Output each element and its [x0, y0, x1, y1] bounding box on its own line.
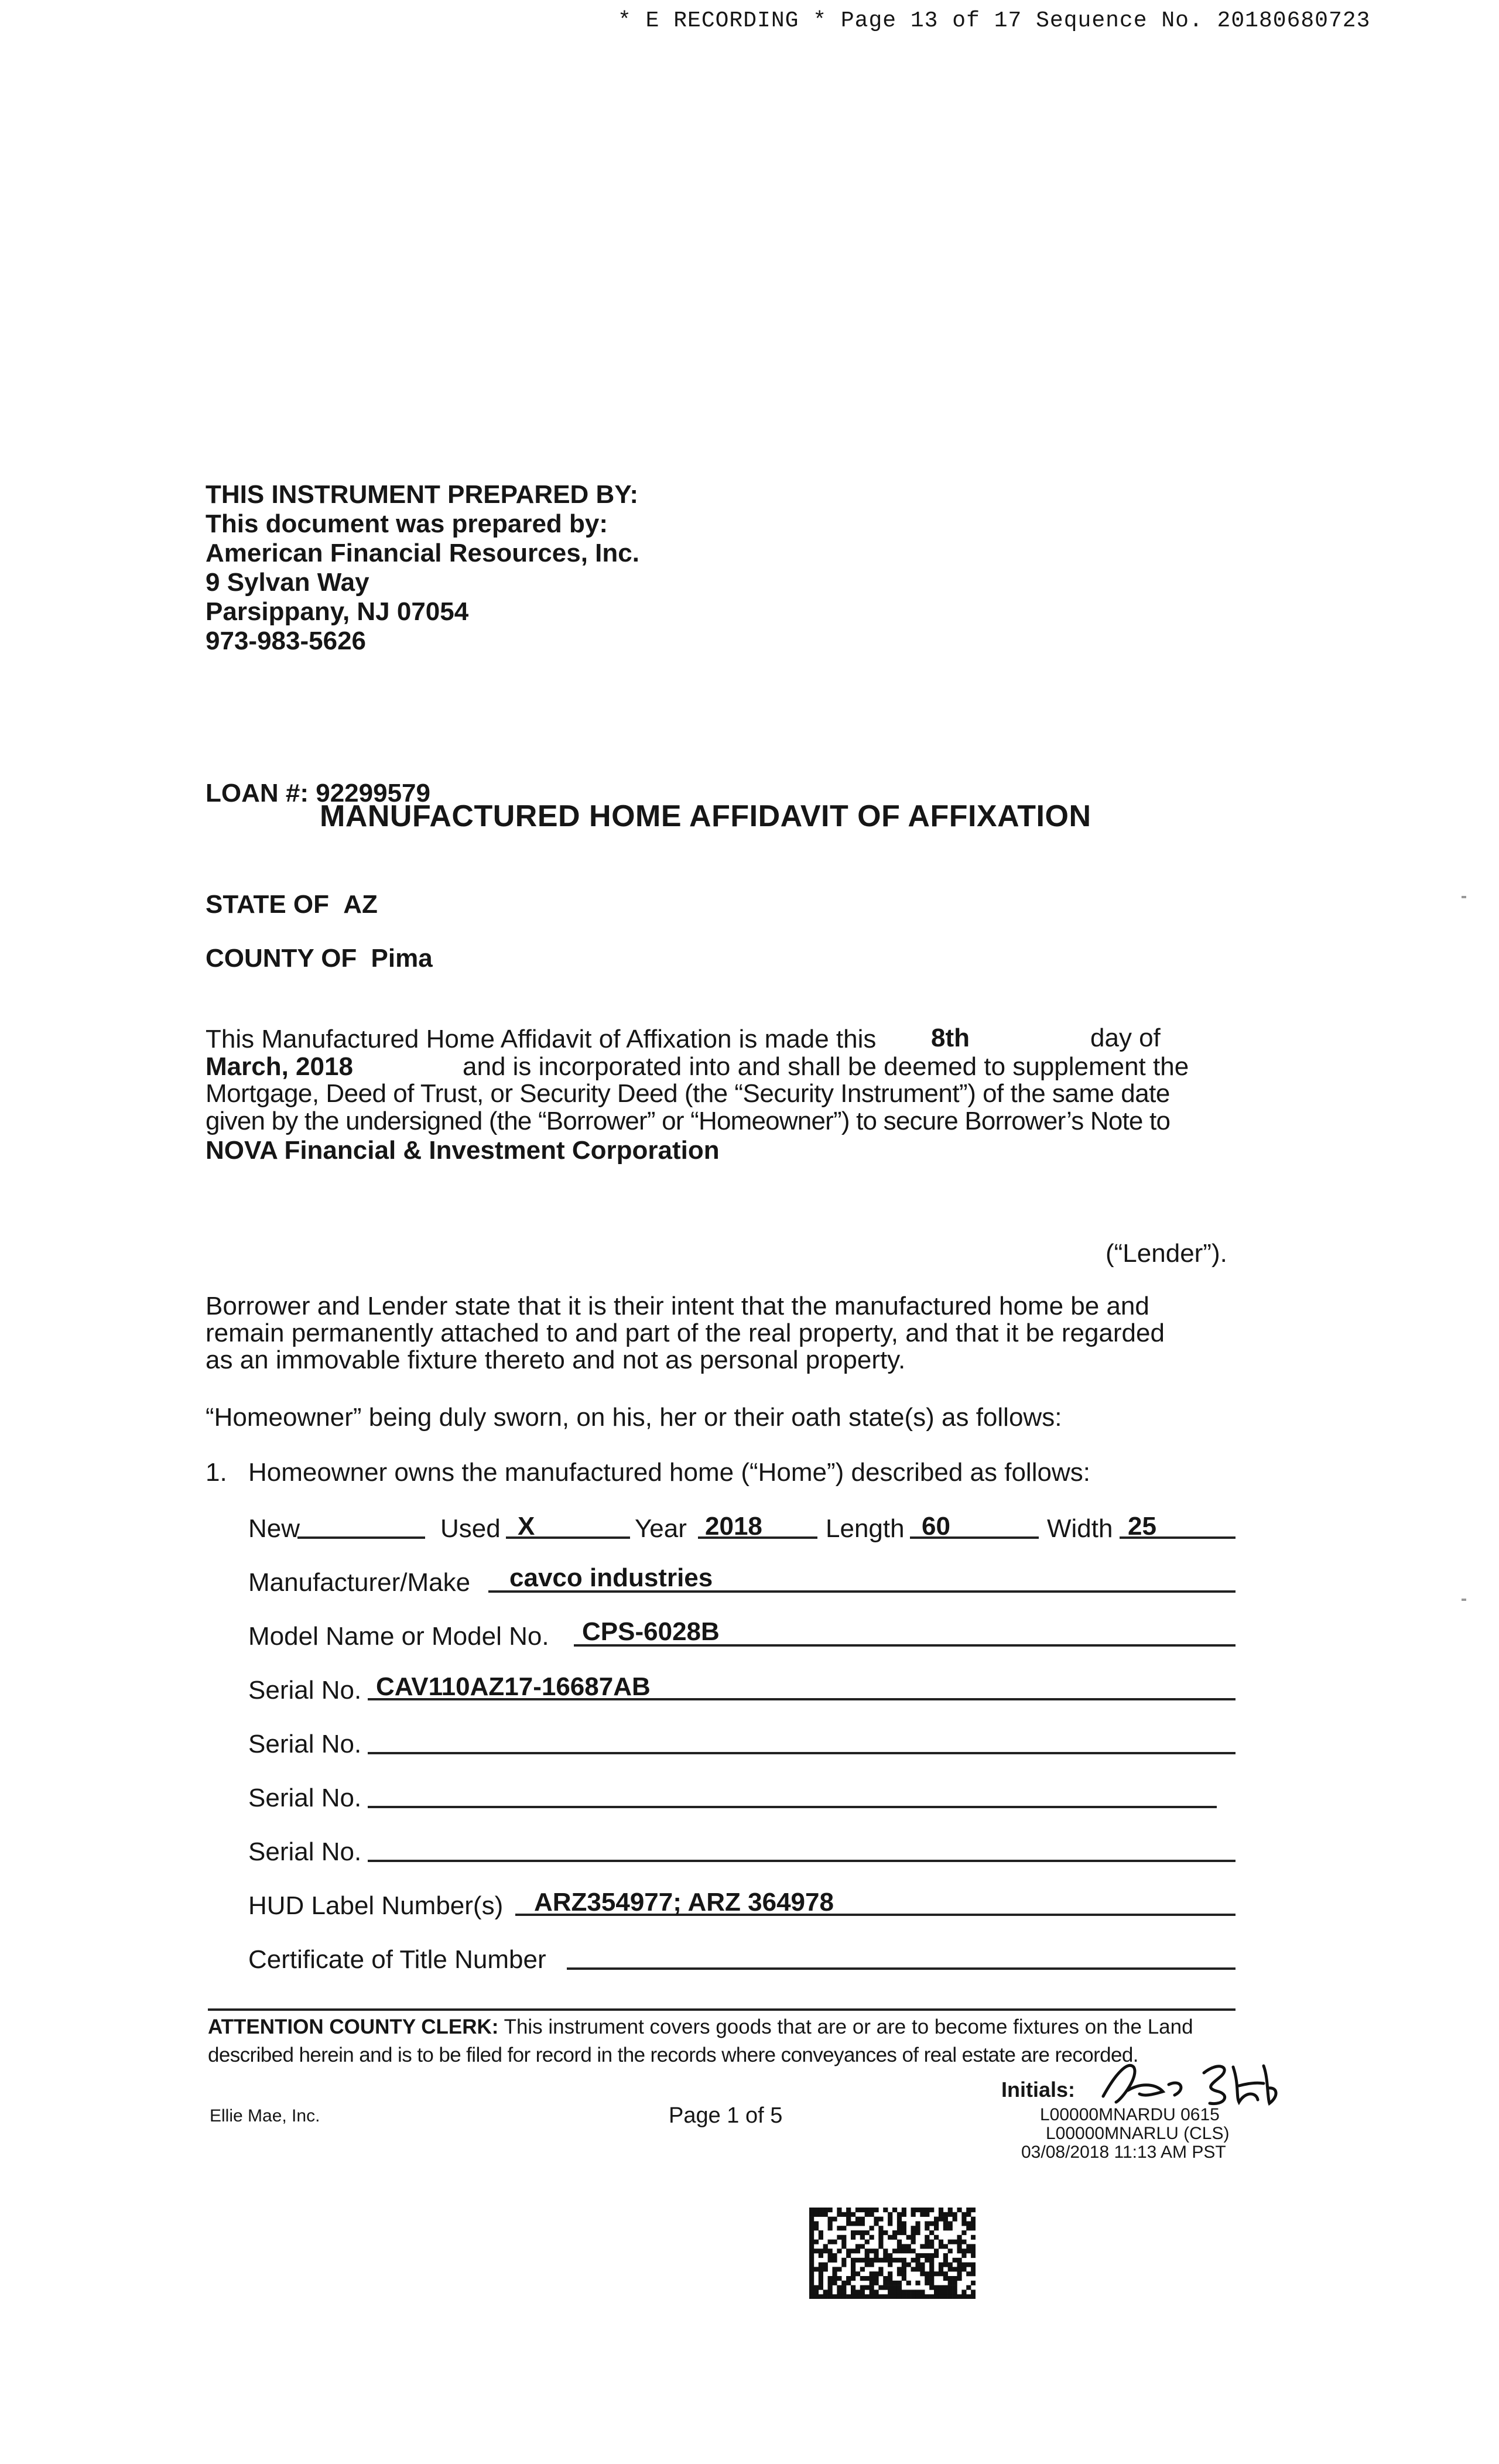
scan-mark-2	[1462, 1599, 1466, 1601]
length-value: 60	[922, 1512, 950, 1541]
footer-datetime: 03/08/2018 11:13 AM PST	[1021, 2143, 1226, 2162]
hud-value: ARZ354977; ARZ 364978	[534, 1888, 834, 1917]
preparer-heading: THIS INSTRUMENT PREPARED BY:	[206, 480, 639, 509]
serial-value-1: CAV110AZ17-16687AB	[376, 1672, 651, 1701]
state-line	[206, 890, 378, 919]
recording-header: * E RECORDING * Page 13 of 17 Sequence No. 20180680723	[618, 8, 1371, 33]
used-value: X	[518, 1512, 535, 1541]
preparer-city: Parsippany, NJ 07054	[206, 597, 469, 626]
scan-mark-1	[1462, 896, 1466, 898]
preparer-street: 9 Sylvan Way	[206, 568, 369, 597]
year-label: Year	[635, 1514, 687, 1543]
document-title: MANUFACTURED HOME AFFIDAVIT OF AFFIXATION	[320, 799, 1091, 833]
year-value: 2018	[705, 1512, 762, 1541]
serial-field-2	[368, 1752, 1236, 1754]
intro-text3: and is incorporated into and shall be deemed to supplement the	[463, 1052, 1189, 1081]
new-field	[297, 1536, 425, 1539]
attention-label: ATTENTION COUNTY CLERK:	[208, 2015, 499, 2038]
preparer-company: American Financial Resources, Inc.	[206, 539, 639, 567]
preparer-phone: 973-983-5626	[206, 627, 367, 655]
footer-page: Page 1 of 5	[669, 2103, 783, 2128]
intro-text2: day of	[1090, 1024, 1161, 1052]
county-label: COUNTY OF	[206, 944, 357, 973]
intro-line4: given by the undersigned (the “Borrower” or “Homeowner”) to secure Borrower’s Note to	[206, 1107, 1171, 1135]
attention-rule	[208, 2008, 1236, 2011]
county-value: Pima	[371, 944, 433, 973]
loan-label: LOAN #:	[206, 779, 309, 807]
intent-line3: as an immovable fixture thereto and not as personal property.	[206, 1346, 906, 1374]
loan-value: 92299579	[316, 779, 430, 807]
lender-name: NOVA Financial & Investment Corporation	[206, 1136, 720, 1165]
state-value: AZ	[343, 890, 378, 919]
sworn-statement: “Homeowner” being duly sworn, on his, her or their oath state(s) as follows:	[206, 1403, 1062, 1432]
barcode-icon	[809, 2208, 976, 2299]
county-line	[206, 944, 433, 973]
width-value: 25	[1128, 1512, 1156, 1541]
intro-text1: This Manufactured Home Affidavit of Affixation is made this	[206, 1025, 877, 1053]
preparer-line1: This document was prepared by:	[206, 509, 608, 538]
used-label: Used	[440, 1514, 501, 1543]
width-label: Width	[1047, 1514, 1113, 1543]
model-label: Model Name or Model No.	[248, 1622, 549, 1651]
initials-label: Initials:	[1001, 2078, 1076, 2102]
serial-label-1: Serial No.	[248, 1676, 362, 1705]
serial-field-4	[368, 1860, 1236, 1862]
make-value: cavco industries	[509, 1563, 713, 1592]
state-label: STATE OF	[206, 890, 330, 919]
serial-label-3: Serial No.	[248, 1784, 362, 1812]
intro-month-year: March, 2018	[206, 1052, 353, 1081]
footer-code1: L00000MNARDU 0615	[1040, 2105, 1220, 2124]
intro-line3: Mortgage, Deed of Trust, or Security Deed (the “Security Instrument”) of the same date	[206, 1079, 1170, 1108]
item1-number: 1.	[206, 1458, 227, 1487]
new-label: New	[248, 1514, 300, 1543]
hud-label: HUD Label Number(s)	[248, 1891, 504, 1920]
item1-text: Homeowner owns the manufactured home (“Home”) described as follows:	[248, 1458, 1090, 1487]
intent-line2: remain permanently attached to and part of the real property, and that it be regarded	[206, 1319, 1165, 1347]
length-label: Length	[826, 1514, 905, 1543]
intro-day: 8th	[931, 1024, 970, 1052]
attention-line1	[208, 2015, 1193, 2039]
lender-suffix: (“Lender”).	[1106, 1239, 1227, 1268]
footer-vendor: Ellie Mae, Inc.	[210, 2106, 320, 2126]
title-number-field	[567, 1967, 1236, 1970]
make-label: Manufacturer/Make	[248, 1568, 471, 1597]
handwritten-initials	[1093, 2049, 1286, 2114]
attention-text1: This instrument covers goods that are or are to become fixtures on the Land	[504, 2015, 1193, 2038]
model-value: CPS-6028B	[582, 1617, 720, 1646]
serial-field-3	[368, 1806, 1217, 1808]
footer-code2: L00000MNARLU (CLS)	[1046, 2124, 1230, 2143]
serial-label-2: Serial No.	[248, 1730, 362, 1758]
attention-text2: described herein and is to be filed for record in the records where conveyances of real estate are recorded.	[208, 2044, 1138, 2066]
serial-label-4: Serial No.	[248, 1837, 362, 1866]
title-number-label: Certificate of Title Number	[248, 1945, 546, 1974]
intent-line1: Borrower and Lender state that it is their intent that the manufactured home be and	[206, 1292, 1149, 1320]
